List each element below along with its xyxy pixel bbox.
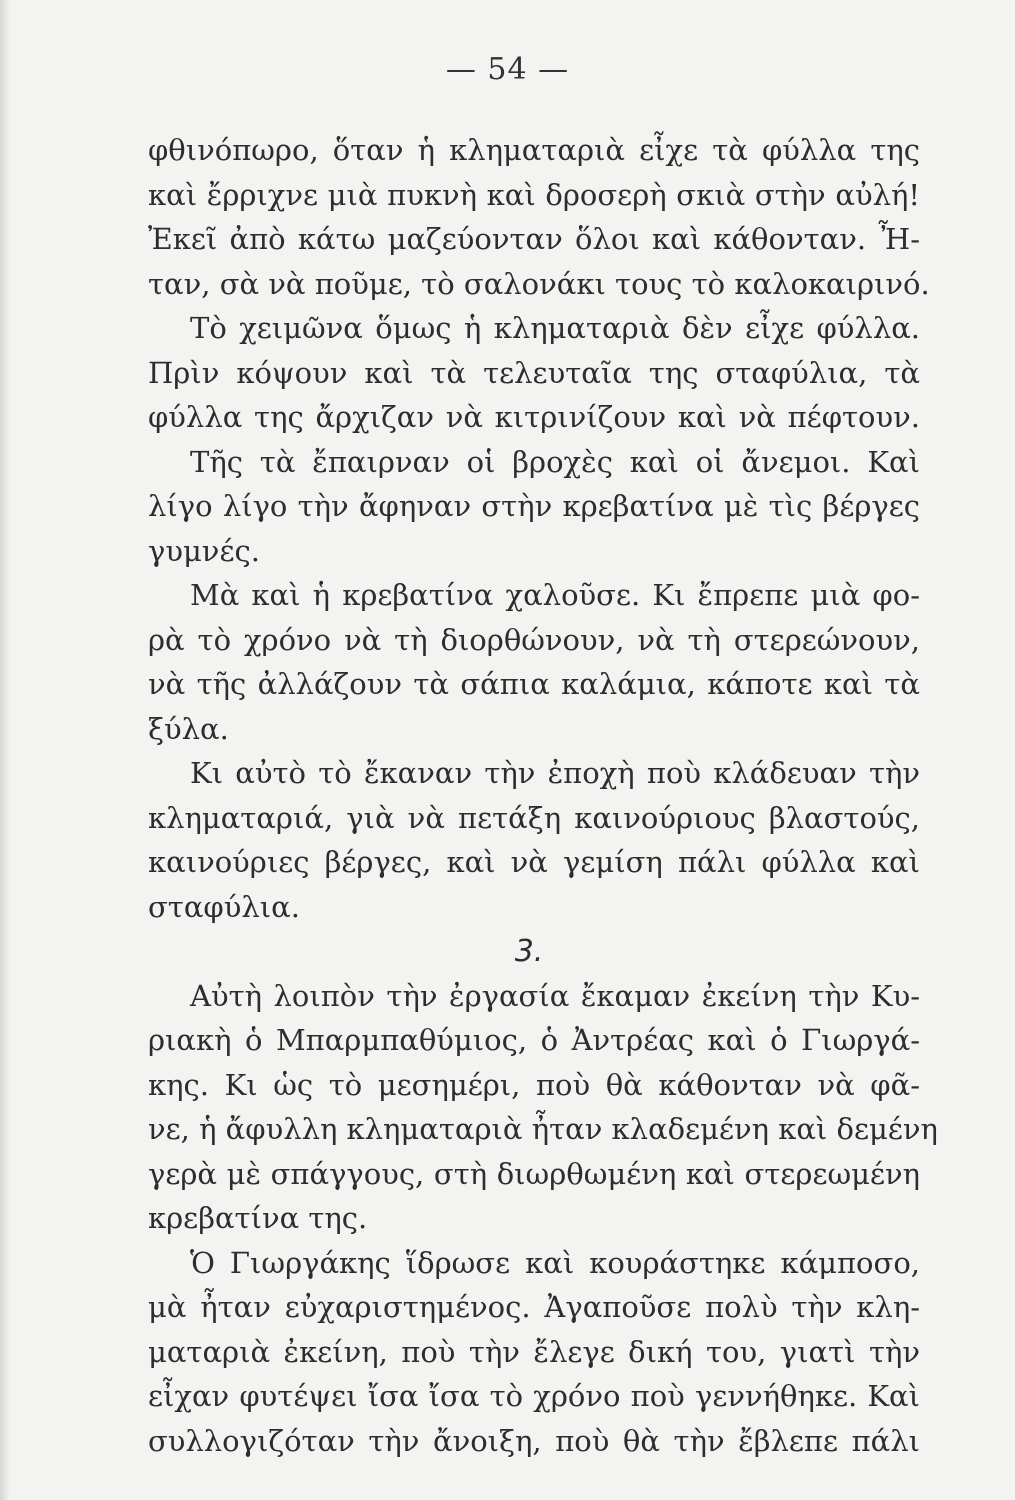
text-line: νε, ἡ ἄφυλλη κληματαριὰ ἦταν κλαδεμένη καὶ δεμένη	[148, 1112, 938, 1146]
text-line: φύλλα της ἄρχιζαν νὰ κιτρινίζουν καὶ νὰ πέφτουν.	[148, 400, 920, 434]
text-line: σταφύλια.	[148, 890, 300, 924]
text-line: Μὰ καὶ ἡ κρεβατίνα χαλοῦσε. Κι ἔπρεπε μιὰ φο-	[190, 578, 920, 612]
text-line: εἶχαν φυτέψει ἴσα ἴσα τὸ χρόνο ποὺ γεννήθηκε. Καὶ	[148, 1379, 920, 1413]
text-line: ματαριὰ ἐκείνη, ποὺ τὴν ἔλεγε δική του, γιατὶ τὴν	[148, 1335, 920, 1369]
section-number: 3.	[514, 934, 544, 969]
text-line: γυμνές.	[148, 534, 260, 568]
text-line: καινούριες βέργες, καὶ νὰ γεμίση πάλι φύλλα καὶ	[148, 845, 920, 879]
text-line: Ὁ Γιωργάκης ἵδρωσε καὶ κουράστηκε κάμποσο,	[190, 1246, 920, 1280]
text-line: ρὰ τὸ χρόνο νὰ τὴ διορθώνουν, νὰ τὴ στερεώνουν,	[148, 623, 920, 657]
text-line: γερὰ μὲ σπάγγους, στὴ διωρθωμένη καὶ στερεωμένη	[148, 1157, 920, 1191]
text-line: Πρὶν κόψουν καὶ τὰ τελευταῖα της σταφύλια, τὰ	[148, 356, 920, 390]
text-line: ταν, σὰ νὰ ποῦμε, τὸ σαλονάκι τους τὸ καλοκαιρινό.	[148, 267, 930, 301]
text-line: καὶ ἔρριχνε μιὰ πυκνὴ καὶ δροσερὴ σκιὰ στὴν αὐλή!	[148, 178, 920, 212]
text-line: ριακὴ ὁ Μπαρμπαθύμιος, ὁ Ἀντρέας καὶ ὁ Γιωργά-	[148, 1023, 920, 1057]
text-line: κληματαριά, γιὰ νὰ πετάξη καινούριους βλαστούς,	[148, 801, 920, 835]
text-line: κης. Κι ὡς τὸ μεσημέρι, ποὺ θὰ κάθονταν νὰ φᾶ-	[148, 1068, 920, 1102]
page-number: — 54 —	[445, 52, 570, 87]
text-line: Τὸ χειμῶνα ὅμως ἡ κληματαριὰ δὲν εἶχε φύλλα.	[190, 311, 920, 345]
text-line: Αὐτὴ λοιπὸν τὴν ἐργασία ἔκαμαν ἐκείνη τὴν Κυ-	[190, 979, 920, 1013]
text-line: φθινόπωρο, ὅταν ἡ κληματαριὰ εἶχε τὰ φύλλα της	[148, 133, 920, 167]
text-line: κρεβατίνα της.	[148, 1201, 368, 1235]
text-line: Τῆς τὰ ἔπαιρναν οἱ βροχὲς καὶ οἱ ἄνεμοι. Καὶ	[190, 445, 920, 479]
text-line: μὰ ἦταν εὐχαριστημένος. Ἀγαποῦσε πολὺ τὴν κλη-	[148, 1290, 920, 1324]
text-line: λίγο λίγο τὴν ἄφηναν στὴν κρεβατίνα μὲ τὶς βέργες	[148, 489, 920, 523]
text-line: Κι αὐτὸ τὸ ἔκαναν τὴν ἐποχὴ ποὺ κλάδευαν τὴν	[190, 756, 920, 790]
text-line: συλλογιζόταν τὴν ἄνοιξη, ποὺ θὰ τὴν ἔβλεπε πάλι	[148, 1424, 920, 1458]
text-line: νὰ τῆς ἀλλάζουν τὰ σάπια καλάμια, κάποτε καὶ τὰ	[148, 667, 920, 701]
text-line: ξύλα.	[148, 712, 229, 746]
page-edge-shadow	[0, 0, 10, 1500]
text-line: Ἐκεῖ ἀπὸ κάτω μαζεύονταν ὅλοι καὶ κάθονταν. Ἦ-	[148, 222, 920, 256]
